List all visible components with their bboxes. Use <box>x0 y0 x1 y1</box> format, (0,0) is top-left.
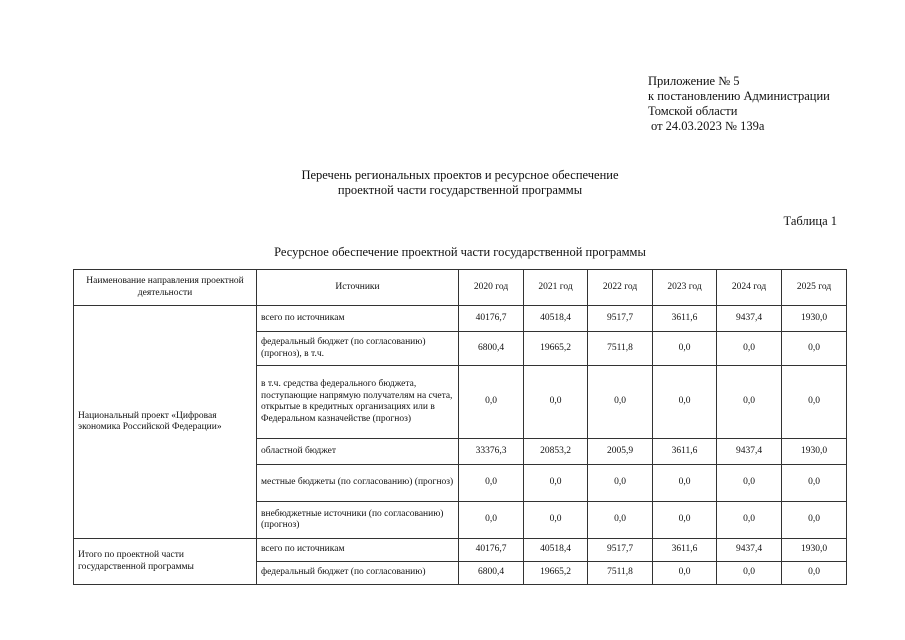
value-cell: 0,0 <box>524 366 588 439</box>
value-cell: 0,0 <box>782 465 847 502</box>
header-2021: 2021 год <box>524 270 588 306</box>
value-cell: 0,0 <box>782 562 847 585</box>
appendix-line-4: от 24.03.2023 № 139а <box>651 119 765 133</box>
value-cell: 1930,0 <box>782 439 847 465</box>
source-cell: внебюджетные источники (по согласованию) (прогноз) <box>257 502 459 539</box>
table-header-row <box>74 270 847 306</box>
value-cell: 40518,4 <box>524 306 588 332</box>
value-cell: 40176,7 <box>459 539 524 562</box>
document-title-line-2: проектной части государственной программы <box>337 183 583 197</box>
table-number: Таблица 1 <box>783 214 837 228</box>
header-2022: 2022 год <box>588 270 653 306</box>
value-cell: 0,0 <box>717 562 782 585</box>
header-2020: 2020 год <box>459 270 524 306</box>
header-2023: 2023 год <box>653 270 717 306</box>
value-cell: 0,0 <box>459 465 524 502</box>
appendix-line-1: Приложение № 5 <box>648 74 740 88</box>
value-cell: 0,0 <box>653 562 717 585</box>
value-cell: 6800,4 <box>459 562 524 585</box>
source-cell: местные бюджеты (по согласованию) (прогноз) <box>257 465 459 502</box>
value-cell: 1930,0 <box>782 539 847 562</box>
table-title: Ресурсное обеспечение проектной части государственной программы <box>274 245 646 259</box>
value-cell: 0,0 <box>653 332 717 366</box>
value-cell: 9437,4 <box>717 306 782 332</box>
value-cell: 0,0 <box>588 465 653 502</box>
value-cell: 40518,4 <box>524 539 588 562</box>
value-cell: 1930,0 <box>782 306 847 332</box>
appendix-block <box>648 74 830 134</box>
appendix-line-2: к постановлению Администрации <box>648 89 830 103</box>
document-title-line-1: Перечень региональных проектов и ресурсное обеспечение <box>301 168 619 182</box>
value-cell: 0,0 <box>653 366 717 439</box>
source-cell: федеральный бюджет (по согласованию) (прогноз), в т.ч. <box>257 332 459 366</box>
value-cell: 7511,8 <box>588 562 653 585</box>
value-cell: 0,0 <box>717 366 782 439</box>
value-cell: 0,0 <box>524 465 588 502</box>
value-cell: 0,0 <box>717 502 782 539</box>
source-cell: федеральный бюджет (по согласованию) <box>257 562 459 585</box>
source-cell: всего по источникам <box>257 539 459 562</box>
source-cell: в т.ч. средства федерального бюджета, поступающие напрямую получателям на счета, открытые в кредитных организациях или в Федеральном казначействе (прогноз) <box>257 366 459 439</box>
value-cell: 9437,4 <box>717 539 782 562</box>
group-name: Итого по проектной части государственной программы <box>74 539 257 585</box>
value-cell: 0,0 <box>459 366 524 439</box>
value-cell: 0,0 <box>653 465 717 502</box>
value-cell: 3611,6 <box>653 306 717 332</box>
value-cell: 0,0 <box>782 332 847 366</box>
header-2025: 2025 год <box>782 270 847 306</box>
value-cell: 0,0 <box>524 502 588 539</box>
value-cell: 0,0 <box>782 366 847 439</box>
value-cell: 0,0 <box>588 366 653 439</box>
value-cell: 9517,7 <box>588 539 653 562</box>
value-cell: 0,0 <box>653 502 717 539</box>
value-cell: 0,0 <box>717 465 782 502</box>
value-cell: 0,0 <box>588 502 653 539</box>
table-row <box>74 539 847 562</box>
value-cell: 0,0 <box>717 332 782 366</box>
value-cell: 9517,7 <box>588 306 653 332</box>
value-cell: 9437,4 <box>717 439 782 465</box>
value-cell: 19665,2 <box>524 332 588 366</box>
value-cell: 7511,8 <box>588 332 653 366</box>
value-cell: 3611,6 <box>653 439 717 465</box>
value-cell: 6800,4 <box>459 332 524 366</box>
group-name: Национальный проект «Цифровая экономика Российской Федерации» <box>74 306 257 539</box>
resource-table <box>73 269 847 585</box>
header-2024: 2024 год <box>717 270 782 306</box>
value-cell: 40176,7 <box>459 306 524 332</box>
value-cell: 0,0 <box>782 502 847 539</box>
value-cell: 33376,3 <box>459 439 524 465</box>
value-cell: 19665,2 <box>524 562 588 585</box>
header-direction: Наименование направления проектной деятельности <box>74 270 257 306</box>
source-cell: областной бюджет <box>257 439 459 465</box>
table-row <box>74 306 847 332</box>
appendix-line-3: Томской области <box>648 104 738 118</box>
document-title <box>200 168 720 198</box>
value-cell: 2005,9 <box>588 439 653 465</box>
value-cell: 3611,6 <box>653 539 717 562</box>
source-cell: всего по источникам <box>257 306 459 332</box>
value-cell: 0,0 <box>459 502 524 539</box>
value-cell: 20853,2 <box>524 439 588 465</box>
header-sources: Источники <box>257 270 459 306</box>
